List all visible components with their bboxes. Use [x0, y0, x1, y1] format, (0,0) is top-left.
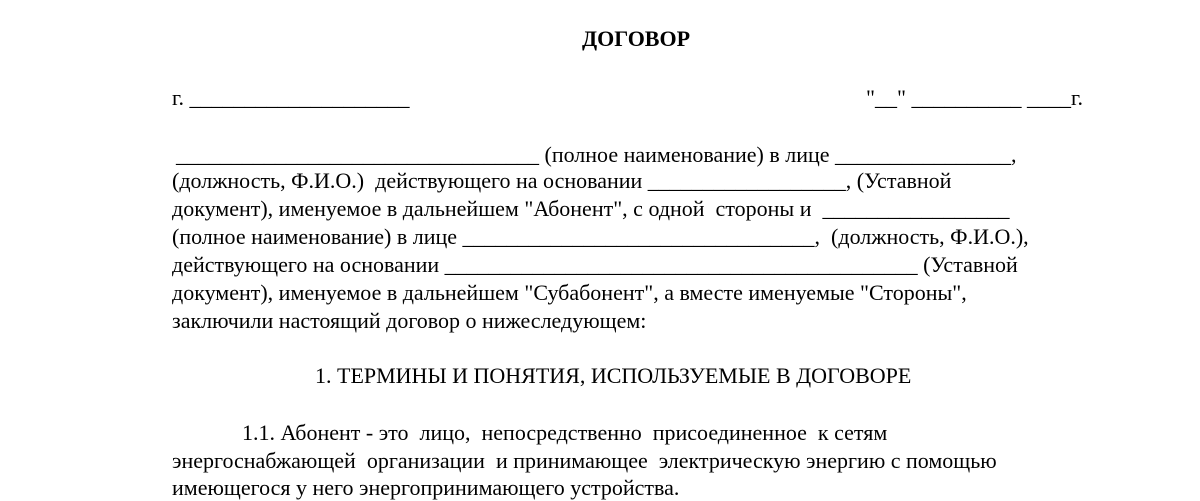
place-line: г. ____________________: [172, 85, 410, 110]
document-title: ДОГОВОР: [582, 26, 691, 51]
preamble-line: документ), именуемое в дальнейшем "Абонент", с одной стороны и _________________: [172, 196, 1010, 221]
preamble-line: заключили настоящий договор о нижеследующем:: [172, 308, 647, 333]
preamble-line: действующего на основании ___________________________________________ (Уставной: [172, 252, 1018, 277]
preamble-line: документ), именуемое в дальнейшем "Субабонент", а вместе именуемые "Стороны",: [172, 280, 967, 305]
preamble-line: (полное наименование) в лице ________________________________, (должность, Ф.И.О.),: [172, 224, 1029, 249]
preamble-line: _________________________________ (полное наименование) в лице ________________,: [176, 142, 1017, 167]
clause-line: имеющегося у него энергопринимающего устройства.: [172, 475, 680, 500]
clause-line: 1.1. Абонент - это лицо, непосредственно присоединенное к сетям: [242, 420, 888, 445]
preamble-line: (должность, Ф.И.О.) действующего на основании __________________, (Уставной: [172, 168, 952, 193]
date-line: "__" __________ ____г.: [866, 85, 1084, 110]
clause-line: энергоснабжающей организации и принимающее электрическую энергию с помощью: [172, 448, 997, 473]
section-heading: 1. ТЕРМИНЫ И ПОНЯТИЯ, ИСПОЛЬЗУЕМЫЕ В ДОГОВОРЕ: [315, 363, 912, 388]
